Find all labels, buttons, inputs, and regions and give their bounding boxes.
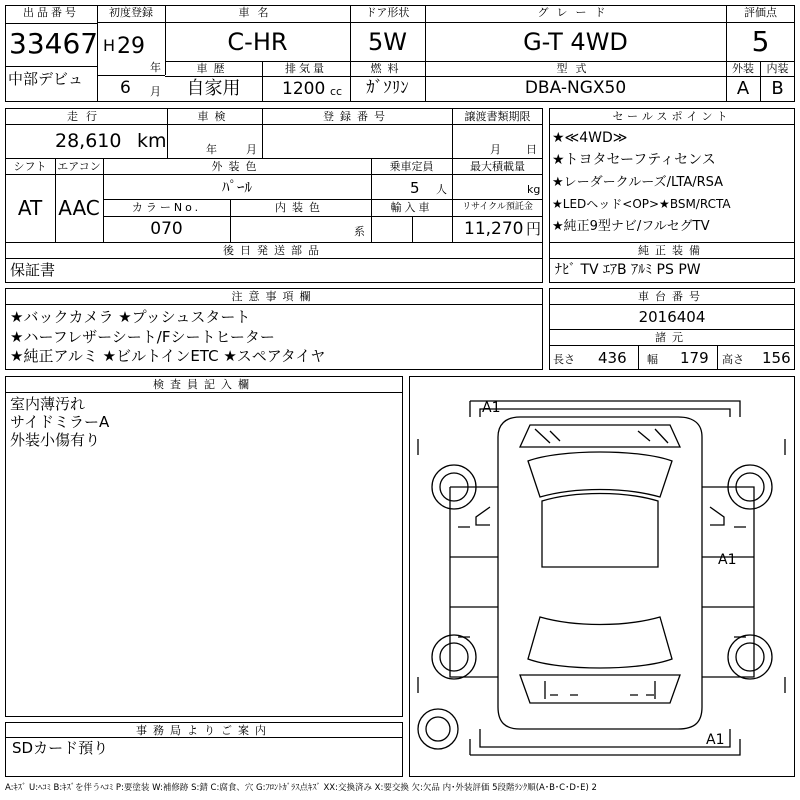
mileage-label: 走行 — [67, 110, 105, 123]
int-color-label: 内装色 — [275, 201, 326, 214]
transfer-label: 譲渡書類期限 — [464, 110, 531, 123]
inspector-line: 外装小傷有り — [10, 431, 101, 449]
fuel-label: 燃料 — [370, 62, 405, 75]
recycle-label: リサイクル預託金 — [462, 202, 533, 212]
recycle-unit: 円 — [526, 220, 542, 238]
mileage-unit: km — [137, 130, 167, 152]
load-unit: kg — [527, 183, 541, 196]
displacement-value: 1200 — [282, 79, 326, 99]
color-value: ﾊﾟｰﾙ — [221, 178, 252, 196]
door-value: 5W — [368, 28, 407, 56]
note-line: ★純正アルミ ★ビルトインETC ★スペアタイヤ — [10, 347, 326, 365]
sales-points-label: セールスポイント — [612, 110, 732, 123]
inspection-year-unit: 年 — [206, 143, 217, 156]
reg-month: 6 — [120, 78, 131, 98]
reg-no-label: 登録番号 — [323, 110, 391, 123]
score-label: 評価点 — [744, 6, 777, 19]
capacity-value: 5 — [410, 179, 420, 197]
shift-label: シフト — [13, 160, 47, 173]
mileage-value: 28,610 — [55, 130, 122, 152]
sales-point-item: ★純正9型ナビ/フルセグTV — [552, 219, 710, 234]
displacement-unit: cc — [330, 85, 343, 98]
displacement-label: 排気量 — [285, 62, 327, 75]
color-label: 外装色 — [211, 160, 263, 173]
model-label: 型式 — [556, 62, 595, 75]
score-value: 5 — [751, 25, 770, 58]
note-line: ★バックカメラ ★プッシュスタート — [10, 308, 251, 326]
grade-label: グレード — [537, 6, 614, 19]
history-label: 車歴 — [196, 62, 231, 75]
shift-value: AT — [17, 196, 43, 220]
notes-label: 注意事項欄 — [231, 290, 317, 303]
reg-era: H — [103, 36, 116, 55]
later-parts-value: 保証書 — [10, 261, 56, 279]
capacity-unit: 人 — [436, 183, 447, 196]
capacity-label: 乗車定員 — [389, 160, 434, 173]
dims-label: 諸元 — [655, 331, 689, 344]
sales-point-item: ★トヨタセーフティセンス — [552, 152, 716, 168]
reg-year-unit: 年 — [150, 61, 161, 74]
ac-label: エアコン — [57, 160, 101, 173]
reg-year: 29 — [117, 34, 145, 59]
color-no-label: カラーNo. — [131, 201, 202, 214]
damage-mark: A1 — [706, 732, 725, 748]
inspection-month-unit: 月 — [246, 143, 257, 156]
sales-point-item: ★レーダークルーズ/LTA/RSA — [552, 175, 724, 190]
width-label: 幅 — [647, 353, 658, 366]
lot-label: 出品番号 — [23, 6, 79, 19]
office-label: 事務局よりご案内 — [136, 724, 272, 737]
debut-label: 中部デビュ — [8, 70, 84, 88]
height-label: 高さ — [722, 353, 744, 366]
length-value: 436 — [598, 349, 627, 367]
recycle-value: 11,270 — [464, 219, 524, 239]
car-diagram — [409, 376, 795, 777]
equip-value: ﾅﾋﾞ TV ｴｱB ｱﾙﾐ PS PW — [555, 262, 701, 278]
sales-point-item: ★≪4WD≫ — [552, 130, 628, 146]
history-value: 自家用 — [186, 78, 241, 99]
car-name: C-HR — [227, 28, 288, 56]
exterior-label: 外装 — [732, 62, 754, 75]
length-label: 長さ — [553, 353, 575, 366]
width-value: 179 — [680, 349, 709, 367]
interior-grade: B — [771, 78, 784, 99]
later-parts-label: 後日発送部品 — [223, 244, 325, 257]
int-color-unit: 系 — [354, 225, 365, 238]
office-text: SDカード預り — [12, 739, 109, 757]
color-no-value: 070 — [150, 219, 183, 239]
car-outline-diagram — [410, 377, 794, 776]
equip-label: 純正装備 — [638, 244, 706, 257]
model-value: DBA-NGX50 — [524, 78, 627, 98]
car-name-label: 車名 — [238, 6, 277, 19]
damage-mark: A1 — [482, 400, 501, 416]
inspector-line: サイドミラーA — [10, 413, 110, 431]
inspector-line: 室内薄汚れ — [10, 395, 86, 413]
inspector-label: 検査員記入欄 — [153, 378, 255, 391]
height-value: 156 — [762, 349, 791, 367]
first-reg-label: 初度登録 — [109, 6, 153, 19]
grade-value: G-T 4WD — [523, 28, 628, 56]
chassis-number: 2016404 — [638, 308, 706, 326]
transfer-month-unit: 月 — [490, 143, 501, 156]
fuel-value: ｶﾞｿﾘﾝ — [366, 78, 409, 98]
transfer-day-unit: 日 — [526, 143, 537, 156]
chassis-label: 車台番号 — [638, 290, 706, 303]
load-label: 最大積載量 — [470, 160, 525, 173]
interior-label: 内装 — [766, 62, 789, 75]
damage-mark: A1 — [718, 552, 737, 568]
reg-month-unit: 月 — [150, 85, 161, 98]
door-label: ドア形状 — [365, 6, 410, 19]
lot-number: 33467 — [9, 27, 99, 60]
import-label: 輸入車 — [390, 201, 433, 214]
ac-value: AAC — [58, 196, 100, 220]
damage-legend: A:ｷｽﾞ U:ﾍｺﾐ B:ｷｽﾞを伴うﾍｺﾐ P:要塗装 W:補修跡 S:錆 C:腐食、穴 G:ﾌﾛﾝﾄｶﾞﾗｽ点ｷｽﾞ XX:交換済み X:要交換 欠:欠品 内･外装評価 5段階ﾗﾝｸ順(A･B･C･D･E) 2 — [5, 783, 597, 793]
note-line: ★ハーフレザーシート/Fシートヒーター — [10, 328, 275, 346]
exterior-grade: A — [736, 78, 750, 99]
inspection-label: 車検 — [197, 110, 232, 123]
sales-point-item: ★LEDヘッド<OP>★BSM/RCTA — [552, 197, 731, 211]
